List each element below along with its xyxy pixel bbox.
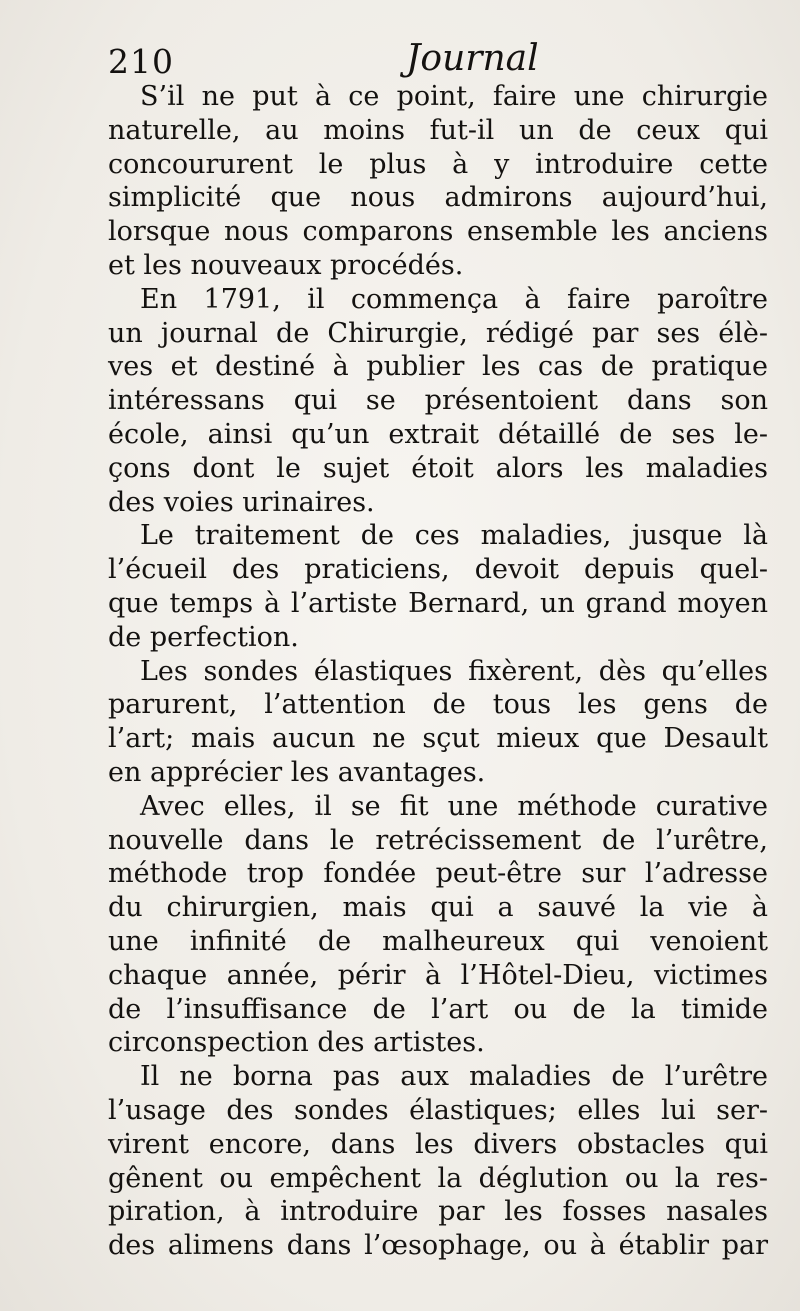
text-line: virent encore, dans les divers obstacles qui — [108, 1128, 768, 1160]
running-head: Journal — [406, 38, 539, 79]
text-line: En 1791, il commença à faire paroître — [140, 283, 768, 315]
text-line: piration, à introduire par les fosses nasales — [108, 1196, 768, 1228]
text-line: méthode trop fondée peut-être sur l’adresse — [108, 858, 768, 890]
text-line: l’écueil des praticiens, devoit depuis quel- — [108, 554, 768, 586]
text-line: que temps à l’artiste Bernard, un grand moyen — [108, 587, 768, 619]
text-line: l’art; mais aucun ne sçut mieux que Desault — [108, 723, 768, 755]
text-line: circonspection des artistes. — [108, 1027, 485, 1059]
text-line: Il ne borna pas aux maladies de l’urêtre — [140, 1061, 768, 1093]
text-line: nouvelle dans le retrécissement de l’urêtre, — [108, 824, 768, 856]
text-line: école, ainsi qu’un extrait détaillé de ses le- — [108, 418, 768, 450]
text-line: de perfection. — [108, 621, 299, 653]
page-number: 210 — [108, 42, 174, 81]
text-line: chaque année, périr à l’Hôtel-Dieu, victimes — [108, 959, 768, 991]
text-line: une infinité de malheureux qui venoient — [108, 925, 768, 957]
text-line: parurent, l’attention de tous les gens de — [108, 689, 768, 721]
text-line: de l’insuffisance de l’art ou de la timide — [108, 993, 768, 1025]
body-text — [108, 80, 768, 1263]
text-line: l’usage des sondes élastiques; elles lui ser- — [108, 1094, 768, 1126]
text-line: du chirurgien, mais qui a sauvé la vie à — [108, 892, 768, 924]
text-line: simplicité que nous admirons aujourd’hui, — [108, 182, 768, 214]
text-line: des alimens dans l’œsophage, ou à établir par — [108, 1230, 768, 1262]
text-line: intéressans qui se présentoient dans son — [108, 385, 768, 417]
text-line: des voies urinaires. — [108, 486, 375, 518]
text-line: en apprécier les avantages. — [108, 756, 486, 788]
text-line: ves et destiné à publier les cas de pratique — [108, 351, 768, 383]
text-line: naturelle, au moins fut-il un de ceux qui — [108, 114, 768, 146]
text-line: gênent ou empêchent la déglution ou la res- — [108, 1162, 768, 1194]
text-line: Avec elles, il se fit une méthode curative — [140, 790, 768, 822]
text-line: concoururent le plus à y introduire cette — [108, 148, 768, 180]
text-line: un journal de Chirurgie, rédigé par ses élè- — [108, 317, 768, 349]
text-line: Le traitement de ces maladies, jusque là — [140, 520, 768, 552]
text-line: S’il ne put à ce point, faire une chirurgie — [140, 81, 768, 112]
text-line: Les sondes élastiques fixèrent, dès qu’elles — [140, 655, 768, 687]
text-line: et les nouveaux procédés. — [108, 249, 464, 281]
text-line: lorsque nous comparons ensemble les anciens — [108, 216, 768, 248]
text-line: çons dont le sujet étoit alors les maladies — [108, 452, 768, 484]
